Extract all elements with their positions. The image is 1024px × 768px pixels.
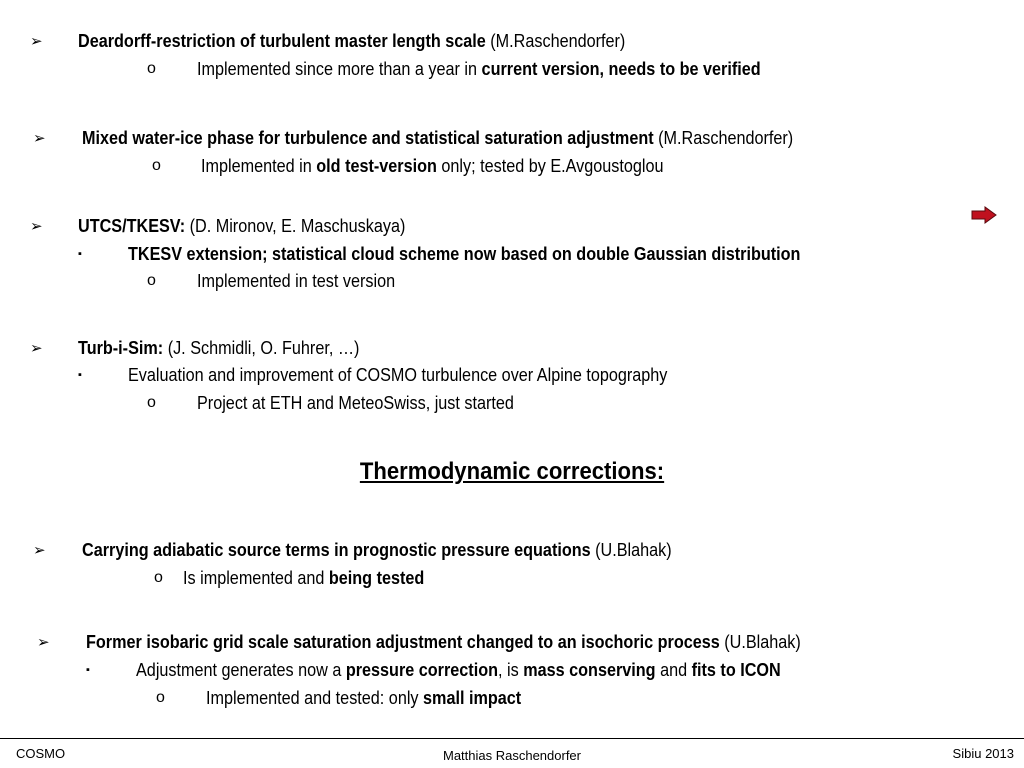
item-6-detail — [136, 659, 781, 681]
item-4-sub — [197, 392, 514, 414]
item-5-sub-text: Is implemented and — [183, 568, 329, 588]
item-6-detail-text-1: Adjustment generates now a — [136, 660, 346, 680]
circle-bullet-icon: o — [147, 394, 156, 411]
item-6-detail-text-2: , is — [497, 660, 524, 680]
item-3-detail-bold: TKESV extension; statistical cloud scheme now based on double Gaussian distribution — [128, 244, 801, 264]
footer-left: COSMO — [16, 746, 66, 761]
item-2-author: (M.Raschendorfer) — [653, 128, 794, 148]
item-5-title — [82, 539, 672, 561]
item-6-sub — [206, 687, 521, 709]
item-2-sub — [201, 155, 664, 177]
item-3-detail — [128, 243, 800, 265]
item-6-detail-text-3: and — [655, 660, 692, 680]
item-5-title-bold: Carrying adiabatic source terms in prognostic pressure equations — [82, 540, 591, 560]
footer-right: Sibiu 2013 — [952, 746, 1014, 761]
item-3-sub — [197, 270, 395, 292]
item-4-title — [78, 337, 359, 359]
item-4-author: (J. Schmidli, O. Fuhrer, …) — [163, 338, 360, 358]
item-6-sub-text: Implemented and tested: only — [206, 688, 424, 708]
circle-bullet-icon: o — [154, 569, 163, 586]
item-6-detail-bold-2: mass conserving — [523, 660, 656, 680]
item-6-title-bold: Former isobaric grid scale saturation adjustment changed to an isochoric process — [86, 632, 720, 652]
item-2-title — [82, 127, 793, 149]
square-bullet-icon: ▪ — [78, 369, 82, 381]
circle-bullet-icon: o — [152, 157, 161, 174]
item-2-sub-text: Implemented in — [201, 156, 317, 176]
arrow-bullet-icon: ➢ — [37, 633, 50, 651]
arrow-bullet-icon: ➢ — [30, 32, 43, 50]
footer-divider — [0, 738, 1024, 739]
item-1-title — [78, 30, 625, 52]
item-2-title-bold: Mixed water-ice phase for turbulence and statistical saturation adjustment — [82, 128, 654, 148]
item-5-author: (U.Blahak) — [590, 540, 672, 560]
item-1-author: (M.Raschendorfer) — [485, 31, 626, 51]
square-bullet-icon: ▪ — [78, 248, 82, 260]
item-6-title — [86, 631, 801, 653]
item-3-author: (D. Mironov, E. Maschuskaya) — [185, 216, 406, 236]
footer-center: Matthias Raschendorfer — [442, 748, 581, 763]
circle-bullet-icon: o — [147, 272, 156, 289]
section-heading: Thermodynamic corrections: — [359, 458, 665, 485]
arrow-bullet-icon: ➢ — [30, 217, 43, 235]
item-5-sub-bold: being tested — [328, 568, 425, 588]
arrow-bullet-icon: ➢ — [33, 129, 46, 147]
item-4-detail — [128, 364, 667, 386]
item-1-sub — [197, 58, 761, 80]
item-3-sub-text: Implemented in test version — [197, 271, 396, 291]
item-4-detail-text: Evaluation and improvement of COSMO turbulence over Alpine topography — [128, 365, 668, 385]
item-5-sub — [183, 567, 424, 589]
item-2-sub-text-2: only; tested by E.Avgoustoglou — [436, 156, 664, 176]
item-4-sub-text: Project at ETH and MeteoSwiss, just started — [197, 393, 514, 413]
circle-bullet-icon: o — [147, 60, 156, 77]
next-arrow-icon[interactable] — [971, 206, 997, 224]
item-6-author: (U.Blahak) — [719, 632, 801, 652]
item-3-title — [78, 215, 405, 237]
circle-bullet-icon: o — [156, 689, 165, 706]
item-6-detail-bold-3: fits to ICON — [691, 660, 781, 680]
item-6-sub-bold: small impact — [423, 688, 522, 708]
item-6-detail-bold-1: pressure correction — [345, 660, 498, 680]
arrow-bullet-icon: ➢ — [30, 339, 43, 357]
item-3-title-bold: UTCS/TKESV: — [78, 216, 186, 236]
item-2-sub-bold: old test-version — [316, 156, 437, 176]
square-bullet-icon: ▪ — [86, 664, 90, 676]
item-1-title-bold: Deardorff-restriction of turbulent master length scale — [78, 31, 486, 51]
arrow-bullet-icon: ➢ — [33, 541, 46, 559]
item-4-title-bold: Turb-i-Sim: — [78, 338, 164, 358]
item-1-sub-text: Implemented since more than a year in — [197, 59, 482, 79]
item-1-sub-bold: current version, needs to be verified — [481, 59, 761, 79]
